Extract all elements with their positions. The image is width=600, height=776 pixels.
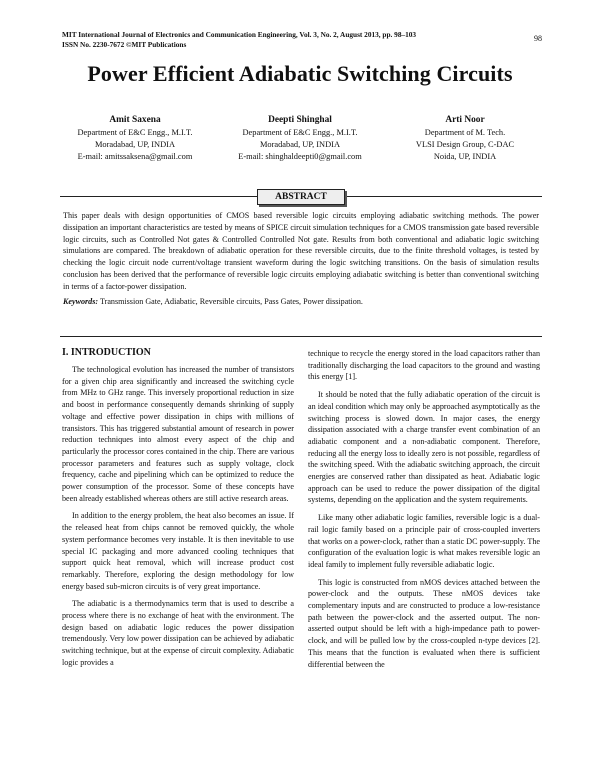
paragraph: In addition to the energy problem, the heat also becomes an issue. If the released heat from chips cannot be removed quickly, the whole system performance becomes very instable. It is then inevitable to use special IC packaging and more advanced cooling techniques that support quick heat removal, which will increase product cost remarkably. Therefore, exploring the design methodology for low energy based sub-micron circuits is of very great importance. [62, 511, 294, 591]
author-email: E-mail: amitssaksena@gmail.com [77, 152, 193, 161]
paragraph: Like many other adiabatic logic families, reversible logic is a dual-rail logic family based on a principle pair of cross-coupled inverters that works on a power-clock, rather than a static DC power-supply. The configuration of the evaluation logic is what makes reversible logic an ideal family to implement fully reversible adiabatic logic. [308, 513, 540, 569]
journal-header [62, 30, 542, 50]
paper-title: Power Efficient Adiabatic Switching Circuits [87, 61, 513, 86]
left-column [62, 346, 294, 675]
author-name: Amit Saxena [109, 115, 161, 125]
author-place: VLSI Design Group, C-DAC [415, 140, 515, 149]
abstract-body [63, 210, 539, 307]
author-block-1 [45, 113, 225, 163]
paragraph: The technological evolution has increased the number of transistors for a given chip area significantly and increased the switching cycle from MHz to GHz range. This inversely proportional reduction in size and boost in performance consequently demands shrinking of supply voltage and effective power dissipation in chips with millions of transistors. This has triggered substantial amount of research in power reduction techniques into almost every aspect of the chip and particularly the processor cores contained in the chip. There are various processor parameters and features such as supply voltage, clock frequency, cache and pipelining which can be optimized to reduce the power consumption of the processor. Some of these concepts have been already established whereas others are still active research areas. [62, 365, 294, 503]
author-place: Moradabad, UP, INDIA [94, 140, 175, 149]
keywords-text: Transmission Gate, Adiabatic, Reversible circuits, Pass Gates, Power dissipation. [99, 296, 363, 306]
author-block-3 [375, 113, 555, 163]
author-place: Moradabad, UP, INDIA [259, 140, 340, 149]
author-dept: Department of E&C Engg., M.I.T. [77, 128, 193, 137]
journal-line: MIT International Journal of Electronics and Communication Engineering, Vol. 3, No. 2, August 2013, pp. 98–103 [62, 30, 417, 39]
right-column [308, 348, 540, 676]
paragraph: The adiabatic is a thermodynamics term that is used to describe a process where there is no exchange of heat with the environment. The design based on adiabatic logic reduces the power dissipation tremendously. Very low power dissipation can be achieved by adiabatic switching technique, but at the expense of circuit complexity. Adiabatic logic provides a [62, 599, 294, 667]
issn-line: ISSN No. 2230-7672 ©MIT Publications [62, 40, 187, 49]
abstract-text: This paper deals with design opportunities of CMOS based reversible logic circuits employing adiabatic switching methods. The power dissipation an important characteristics are tested by means of SPICE circuit simulation techniques for a CMOS transmission gate based reversible logic circuits, such as Controlled Not gates & Controlled Controlled Not gate. Results from both conventional and adiabatic logic switching simulations are compared. The breakdown of adiabatic operation for these reversible circuits, due to the finite threshold voltages, is tested by checking the logic circuit node current/voltage transient waveform during the logic switching transitions. On the basis of simulation results conclusion has been derived that the performance of reversible logic circuits employing adiabatic switching is better than conventional switching in terms of a factor-power dissipation. [63, 211, 539, 291]
paragraph: It should be noted that the fully adiabatic operation of the circuit is an ideal condition which may only be approached asymptotically as the switching process is slowed down. In major cases, the energy dissipation associated with a charge transfer event combination of an adiabatic component and a non-adiabatic component. Therefore, reducing all the energy loss to ideally zero is not possible, regardless of the switching speed. With the adiabatic switching approach, the circuit energies are conserved rather than dissipated as heat. Adiabatic logic approach can be used to reduce the power dissipation of the digital systems, depending on the application and the system requirements. [308, 390, 540, 505]
paragraph: This logic is constructed from nMOS devices attached between the power-clock and the outputs. These nMOS devices take complementary inputs and are constructed to produce a low-resistance path between the power-clock and the asserted output. The non-asserted output should be left with a high-impedance path to power- clock, and will be pulled low by the cross-coupled n-type devices [2]. This means that the function is evaluated when there is sufficient differential between the [308, 577, 540, 669]
abstract-heading: ABSTRACT [257, 189, 345, 205]
author-name: Deepti Shinghal [268, 115, 332, 125]
paragraph: technique to recycle the energy stored in the load capacitors rather than traditionally discharging the load capacitors to the ground and wasting this energy [1]. [308, 349, 540, 382]
keywords-line [63, 296, 539, 308]
section-title: I. INTRODUCTION [62, 347, 151, 358]
author-email: E-mail: shinghaldeepti0@gmail.com [238, 152, 362, 161]
page-number: 98 [534, 34, 542, 43]
author-block-2 [210, 113, 390, 163]
author-email: Noida, UP, INDIA [433, 152, 497, 161]
keywords-label: Keywords: [63, 296, 99, 306]
author-name: Arti Noor [445, 115, 485, 125]
abstract-bottom-rule [60, 336, 542, 337]
author-dept: Department of E&C Engg., M.I.T. [242, 128, 358, 137]
author-dept: Department of M. Tech. [424, 128, 506, 137]
